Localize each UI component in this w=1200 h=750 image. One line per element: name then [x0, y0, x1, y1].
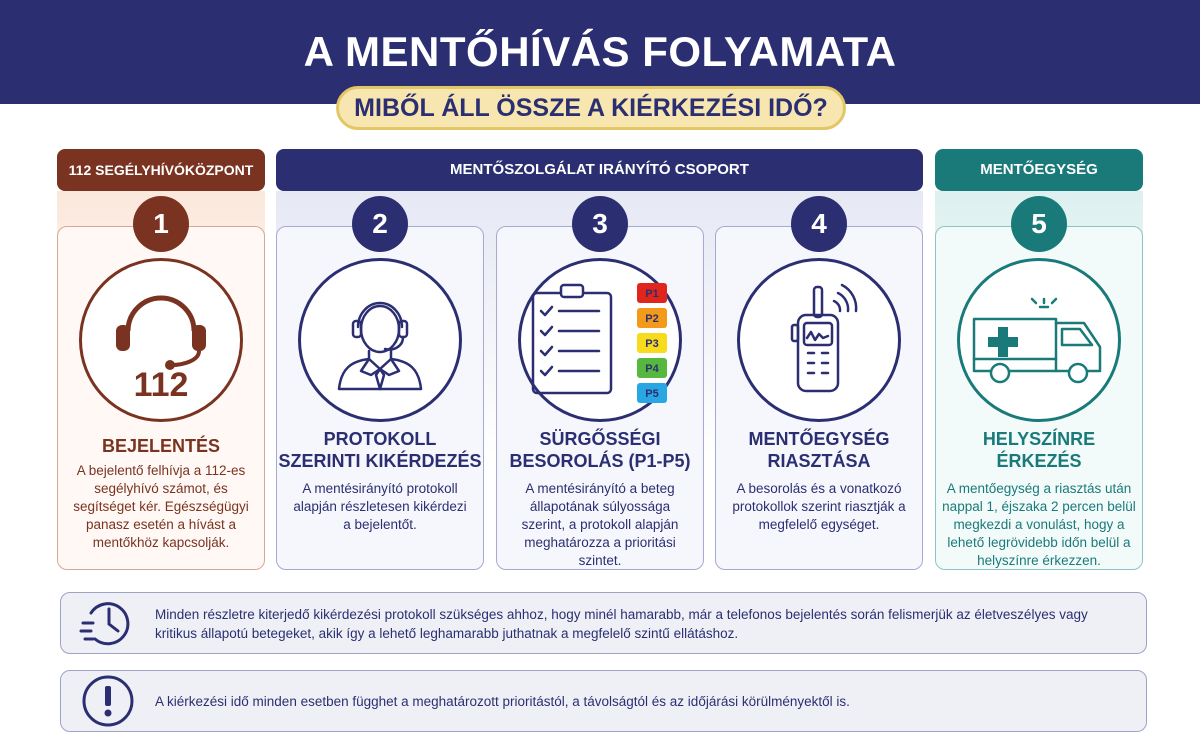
step-number-2: 2 — [352, 196, 408, 252]
icon-circle-3 — [518, 258, 682, 422]
dispatcher-headset-icon — [301, 261, 459, 419]
step-number-3: 3 — [572, 196, 628, 252]
note-protocol — [60, 592, 1147, 654]
icon-circle-4 — [737, 258, 901, 422]
priority-p3: P3 — [645, 338, 659, 350]
ambulance-icon — [960, 261, 1118, 419]
step-number-1: 1 — [133, 196, 189, 252]
page-subtitle: MIBŐL ÁLL ÖSSZE A KIÉRKEZÉSI IDŐ? — [336, 86, 846, 130]
group-header-112: 112 SEGÉLYHÍVÓKÖZPONT — [57, 149, 265, 191]
clock-icon — [79, 595, 135, 651]
step-desc-2: A mentésirányító protokoll alapján részletesen kikérdezi a bejelentőt. — [293, 481, 467, 532]
step-number-5: 5 — [1011, 196, 1067, 252]
page-title: A MENTŐHÍVÁS FOLYAMATA — [303, 28, 897, 75]
note-priority — [60, 670, 1147, 732]
exclamation-icon — [81, 674, 135, 728]
note-priority-text: A kiérkezési idő minden esetben függhet a meghatározott prioritástól, a távolságtól és az időjárási körülményektől is. — [155, 694, 850, 709]
step-title-2: PROTOKOLL SZERINTI KIKÉRDEZÉS — [278, 429, 482, 471]
step-desc-4: A besorolás és a vonatkozó protokollok szerint riasztják a megfelelő egységet. — [732, 481, 906, 532]
radio-transceiver-icon — [740, 261, 898, 419]
step-desc-1: A bejelentő felhívja a 112-es segélyhívó számot, és segítséget kér. Egészségügyi panasz esetén a hívást a mentőkhöz kapcsolják. — [73, 463, 249, 550]
priority-p1: P1 — [645, 288, 659, 300]
step-desc-5: A mentőegység a riasztás után nappal 1, éjszaka 2 percen belül megkezdi a vonulást, hogy a lehető legrövidebb időn belül a helyszínre érkezzen. — [942, 481, 1136, 568]
step-title-1: BEJELENTÉS — [101, 436, 221, 456]
icon-circle-1 — [79, 258, 243, 422]
step-title-5: HELYSZÍNRE ÉRKEZÉS — [982, 429, 1096, 471]
icon-circle-5 — [957, 258, 1121, 422]
icon-112-text: 112 — [133, 366, 189, 404]
icon-circle-2 — [298, 258, 462, 422]
priority-p4: P4 — [645, 363, 659, 375]
priority-p5: P5 — [645, 388, 659, 400]
note-protocol-text: Minden részletre kiterjedő kikérdezési protokoll szükséges ahhoz, hogy minél hamarabb, már a telefonos bejelentés során felismerjük az életveszélyes vagy kritikus állapotú betegeket, akik így a lehető leghamarabb juthatnak a megfelelő szintű ellátáshoz. — [155, 607, 1088, 641]
checklist-priority-icon — [521, 261, 679, 419]
step-number-4: 4 — [791, 196, 847, 252]
group-header-unit: MENTŐEGYSÉG — [935, 149, 1143, 191]
priority-p2: P2 — [645, 313, 659, 325]
step-title-3: SÜRGŐSSÉGI BESOROLÁS (P1-P5) — [509, 429, 691, 471]
group-header-dispatch: MENTŐSZOLGÁLAT IRÁNYÍTÓ CSOPORT — [276, 149, 923, 191]
step-title-4: MENTŐEGYSÉG RIASZTÁSA — [748, 429, 890, 471]
step-desc-3: A mentésirányító a beteg állapotának súlyossága szerint, a protokoll alapján meghatározza a prioritási szintet. — [521, 481, 679, 568]
